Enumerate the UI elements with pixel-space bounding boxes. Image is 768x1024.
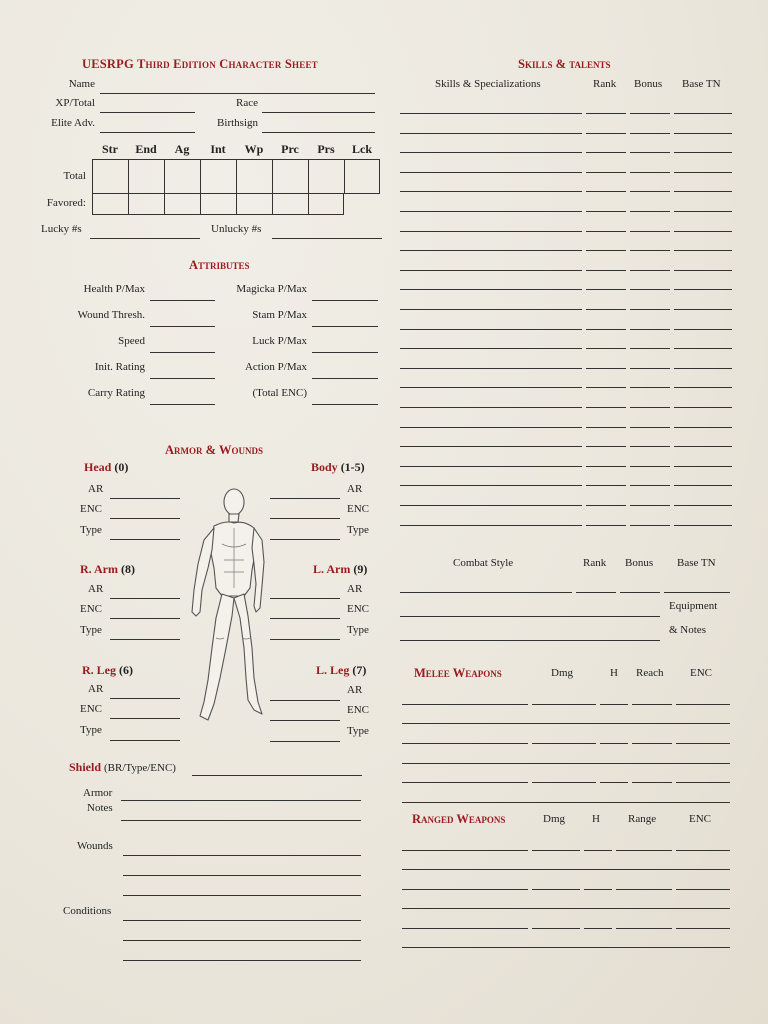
wounds-line-3[interactable] xyxy=(123,895,361,896)
wounds-line-2[interactable] xyxy=(123,875,361,876)
skill-base-tn-field[interactable] xyxy=(674,466,732,467)
skill-bonus-field[interactable] xyxy=(630,191,670,192)
ranged-enc-field[interactable] xyxy=(676,889,730,890)
skill-base-tn-field[interactable] xyxy=(674,505,732,506)
skill-bonus-field[interactable] xyxy=(630,525,670,526)
ranged-name-field[interactable] xyxy=(402,850,528,851)
name-field[interactable] xyxy=(100,93,375,94)
larm-label: L. Arm xyxy=(313,562,351,576)
rleg-type-field[interactable] xyxy=(110,740,180,741)
melee-enc-field[interactable] xyxy=(676,743,730,744)
ranged-notes-field[interactable] xyxy=(402,869,730,870)
skills-col-name: Skills & Specializations xyxy=(435,78,541,90)
head-enc-label: ENC xyxy=(80,503,102,515)
lleg-heading xyxy=(316,663,366,678)
rarm-range: (8) xyxy=(121,562,135,576)
melee-col-dmg: Dmg xyxy=(551,667,573,679)
rarm-label: R. Arm xyxy=(80,562,118,576)
shield-label: Shield xyxy=(69,760,102,774)
skill-base-tn-field[interactable] xyxy=(674,525,732,526)
larm-heading xyxy=(313,562,367,577)
total-enc-label: (Total ENC) xyxy=(252,387,307,399)
ranged-col-range: Range xyxy=(628,813,657,825)
rarm-type-field[interactable] xyxy=(110,639,180,640)
skill-rank-field[interactable] xyxy=(586,427,626,428)
birthsign-label: Birthsign xyxy=(217,117,258,129)
rarm-heading xyxy=(80,562,135,577)
favored-int-cell[interactable] xyxy=(200,193,237,215)
speed-label: Speed xyxy=(118,335,145,347)
lleg-range: (7) xyxy=(352,663,367,677)
lleg-type-label: Type xyxy=(347,725,369,737)
head-heading xyxy=(84,460,128,475)
shield-field[interactable] xyxy=(192,775,362,776)
combat-col-base-tn: Base TN xyxy=(677,557,716,569)
skill-name-field[interactable] xyxy=(400,211,582,212)
rleg-label: R. Leg xyxy=(82,663,116,677)
ranged-dmg-field[interactable] xyxy=(532,928,580,929)
rleg-ar-label: AR xyxy=(88,683,104,695)
skill-bonus-field[interactable] xyxy=(630,329,670,330)
skill-name-field[interactable] xyxy=(400,231,582,232)
rarm-ar-field[interactable] xyxy=(110,598,180,599)
combat-bonus-field[interactable] xyxy=(620,592,660,593)
body-range: (1-5) xyxy=(340,460,365,474)
char-header-ag: Ag xyxy=(174,142,190,156)
melee-col-reach: Reach xyxy=(636,667,664,679)
skill-rank-field[interactable] xyxy=(586,270,626,271)
skill-base-tn-field[interactable] xyxy=(674,348,732,349)
ranged-enc-field[interactable] xyxy=(676,850,730,851)
skill-name-field[interactable] xyxy=(400,485,582,486)
speed-field[interactable] xyxy=(150,352,215,353)
rarm-ar-label: AR xyxy=(88,583,104,595)
lleg-type-field[interactable] xyxy=(270,741,340,742)
skill-bonus-field[interactable] xyxy=(630,427,670,428)
favored-prc-cell[interactable] xyxy=(272,193,309,215)
skill-rank-field[interactable] xyxy=(586,485,626,486)
skill-base-tn-field[interactable] xyxy=(674,191,732,192)
xp-field[interactable] xyxy=(100,112,195,113)
skill-rank-field[interactable] xyxy=(586,289,626,290)
total-str-cell[interactable] xyxy=(92,159,129,194)
skill-name-field[interactable] xyxy=(400,466,582,467)
skill-rank-field[interactable] xyxy=(586,505,626,506)
char-header-prc: Prc xyxy=(281,142,299,156)
body-ar-field[interactable] xyxy=(270,498,340,499)
favored-wp-cell[interactable] xyxy=(236,193,273,215)
skill-base-tn-field[interactable] xyxy=(674,231,732,232)
ranged-name-field[interactable] xyxy=(402,928,528,929)
skill-rank-field[interactable] xyxy=(586,387,626,388)
init-rating-label: Init. Rating xyxy=(94,361,145,373)
total-label: Total xyxy=(63,170,86,182)
ranged-enc-field[interactable] xyxy=(676,928,730,929)
skill-bonus-field[interactable] xyxy=(630,505,670,506)
skill-name-field[interactable] xyxy=(400,505,582,506)
magicka-field[interactable] xyxy=(312,300,378,301)
body-type-label: Type xyxy=(347,524,369,536)
melee-dmg-field[interactable] xyxy=(532,704,596,705)
head-enc-field[interactable] xyxy=(110,518,180,519)
skill-name-field[interactable] xyxy=(400,133,582,134)
sheet-title: UESRPG Third Edition Character Sheet xyxy=(82,57,318,71)
skill-bonus-field[interactable] xyxy=(630,172,670,173)
skill-rank-field[interactable] xyxy=(586,348,626,349)
skill-rank-field[interactable] xyxy=(586,211,626,212)
stamina-label: Stam P/Max xyxy=(252,309,307,321)
char-header-prs: Prs xyxy=(317,142,335,156)
skill-base-tn-field[interactable] xyxy=(674,309,732,310)
skill-base-tn-field[interactable] xyxy=(674,446,732,447)
skill-bonus-field[interactable] xyxy=(630,446,670,447)
conditions-line-1[interactable] xyxy=(123,920,361,921)
armor-notes-line-2[interactable] xyxy=(121,820,361,821)
body-ar-label: AR xyxy=(347,483,363,495)
body-enc-label: ENC xyxy=(347,503,369,515)
rleg-enc-field[interactable] xyxy=(110,718,180,719)
lleg-enc-label: ENC xyxy=(347,704,369,716)
ranged-h-field[interactable] xyxy=(584,928,612,929)
lleg-enc-field[interactable] xyxy=(270,720,340,721)
skill-name-field[interactable] xyxy=(400,368,582,369)
skill-base-tn-field[interactable] xyxy=(674,289,732,290)
melee-title: Melee Weapons xyxy=(414,666,502,680)
melee-h-field[interactable] xyxy=(600,782,628,783)
favored-ag-cell[interactable] xyxy=(164,193,201,215)
melee-notes-field[interactable] xyxy=(402,763,730,764)
head-ar-label: AR xyxy=(88,483,104,495)
luck-field[interactable] xyxy=(312,352,378,353)
unlucky-label: Unlucky #s xyxy=(211,223,262,235)
total-ag-cell[interactable] xyxy=(164,159,201,194)
magicka-label: Magicka P/Max xyxy=(236,283,307,295)
combat-rank-field[interactable] xyxy=(576,592,616,593)
xp-label: XP/Total xyxy=(55,97,95,109)
skill-name-field[interactable] xyxy=(400,309,582,310)
name-label: Name xyxy=(68,78,95,90)
ranged-col-enc: ENC xyxy=(689,813,711,825)
skill-rank-field[interactable] xyxy=(586,446,626,447)
lucky-label: Lucky #s xyxy=(41,223,82,235)
skill-base-tn-field[interactable] xyxy=(674,211,732,212)
char-header-lck: Lck xyxy=(351,142,372,156)
skill-bonus-field[interactable] xyxy=(630,133,670,134)
skills-title: Skills & talents xyxy=(518,57,611,71)
conditions-line-2[interactable] xyxy=(123,940,361,941)
wound-thresh-label: Wound Thresh. xyxy=(77,309,145,321)
melee-name-field[interactable] xyxy=(402,743,528,744)
melee-dmg-field[interactable] xyxy=(532,743,596,744)
skill-bonus-field[interactable] xyxy=(630,407,670,408)
body-label: Body xyxy=(311,460,338,474)
combat-col-style: Combat Style xyxy=(453,557,514,569)
melee-reach-field[interactable] xyxy=(632,782,672,783)
lucky-field[interactable] xyxy=(90,238,200,239)
skill-base-tn-field[interactable] xyxy=(674,387,732,388)
melee-reach-field[interactable] xyxy=(632,704,672,705)
unlucky-field[interactable] xyxy=(272,238,382,239)
skill-rank-field[interactable] xyxy=(586,368,626,369)
conditions-line-3[interactable] xyxy=(123,960,361,961)
head-ar-field[interactable] xyxy=(110,498,180,499)
rleg-ar-field[interactable] xyxy=(110,698,180,699)
skill-base-tn-field[interactable] xyxy=(674,329,732,330)
body-enc-field[interactable] xyxy=(270,518,340,519)
elite-field[interactable] xyxy=(100,132,195,133)
ranged-notes-field[interactable] xyxy=(402,908,730,909)
head-type-label: Type xyxy=(80,524,102,536)
skill-bonus-field[interactable] xyxy=(630,250,670,251)
ranged-range-field[interactable] xyxy=(616,928,672,929)
skill-bonus-field[interactable] xyxy=(630,113,670,114)
ranged-col-h: H xyxy=(592,813,600,825)
skill-rank-field[interactable] xyxy=(586,152,626,153)
skills-col-base-tn: Base TN xyxy=(682,78,721,90)
skill-base-tn-field[interactable] xyxy=(674,250,732,251)
ranged-col-dmg: Dmg xyxy=(543,813,565,825)
favored-prs-cell[interactable] xyxy=(308,193,344,215)
larm-ar-label: AR xyxy=(347,583,363,595)
total-lck-cell[interactable] xyxy=(344,159,380,194)
skills-col-bonus: Bonus xyxy=(634,78,663,90)
health-label: Health P/Max xyxy=(83,283,145,295)
combat-base-tn-field[interactable] xyxy=(664,592,730,593)
combat-col-bonus: Bonus xyxy=(625,557,654,569)
rarm-type-label: Type xyxy=(80,624,102,636)
ranged-notes-field[interactable] xyxy=(402,947,730,948)
shield-heading xyxy=(69,760,176,775)
skill-name-field[interactable] xyxy=(400,329,582,330)
body-heading xyxy=(311,460,365,475)
lleg-ar-label: AR xyxy=(347,684,363,696)
skill-name-field[interactable] xyxy=(400,348,582,349)
skill-rank-field[interactable] xyxy=(586,172,626,173)
ranged-range-field[interactable] xyxy=(616,889,672,890)
skill-name-field[interactable] xyxy=(400,191,582,192)
equipment-label-2: & Notes xyxy=(669,624,706,636)
wound-thresh-field[interactable] xyxy=(150,326,215,327)
race-field[interactable] xyxy=(262,112,375,113)
skill-name-field[interactable] xyxy=(400,152,582,153)
skill-bonus-field[interactable] xyxy=(630,348,670,349)
skill-bonus-field[interactable] xyxy=(630,231,670,232)
equipment-label-1: Equipment xyxy=(669,600,718,612)
armor-notes-label-1: Armor xyxy=(83,787,113,799)
skill-rank-field[interactable] xyxy=(586,133,626,134)
skill-name-field[interactable] xyxy=(400,387,582,388)
attributes-title: Attributes xyxy=(189,258,250,272)
skill-name-field[interactable] xyxy=(400,427,582,428)
larm-enc-label: ENC xyxy=(347,603,369,615)
rarm-enc-field[interactable] xyxy=(110,618,180,619)
body-figure-image xyxy=(186,488,268,724)
skill-rank-field[interactable] xyxy=(586,466,626,467)
skills-col-rank: Rank xyxy=(593,78,617,90)
melee-notes-field[interactable] xyxy=(402,723,730,724)
action-label: Action P/Max xyxy=(244,361,307,373)
rarm-enc-label: ENC xyxy=(80,603,102,615)
wounds-label: Wounds xyxy=(77,840,113,852)
melee-enc-field[interactable] xyxy=(676,704,730,705)
char-header-end: End xyxy=(135,142,157,156)
skill-rank-field[interactable] xyxy=(586,250,626,251)
melee-notes-field[interactable] xyxy=(402,802,730,803)
skill-bonus-field[interactable] xyxy=(630,309,670,310)
skill-rank-field[interactable] xyxy=(586,407,626,408)
skill-base-tn-field[interactable] xyxy=(674,427,732,428)
skill-bonus-field[interactable] xyxy=(630,466,670,467)
skill-rank-field[interactable] xyxy=(586,329,626,330)
skill-base-tn-field[interactable] xyxy=(674,485,732,486)
skill-name-field[interactable] xyxy=(400,525,582,526)
skill-base-tn-field[interactable] xyxy=(674,152,732,153)
health-field[interactable] xyxy=(150,300,215,301)
ranged-dmg-field[interactable] xyxy=(532,889,580,890)
init-rating-field[interactable] xyxy=(150,378,215,379)
skill-bonus-field[interactable] xyxy=(630,270,670,271)
elite-label: Elite Adv. xyxy=(51,117,95,129)
skill-name-field[interactable] xyxy=(400,407,582,408)
char-header-str: Str xyxy=(102,142,118,156)
skill-base-tn-field[interactable] xyxy=(674,368,732,369)
luck-label: Luck P/Max xyxy=(252,335,307,347)
skill-name-field[interactable] xyxy=(400,172,582,173)
rleg-enc-label: ENC xyxy=(80,703,102,715)
lleg-label: L. Leg xyxy=(316,663,350,677)
skill-rank-field[interactable] xyxy=(586,309,626,310)
armor-notes-label-2: Notes xyxy=(87,802,113,814)
larm-enc-field[interactable] xyxy=(270,618,340,619)
melee-enc-field[interactable] xyxy=(676,782,730,783)
larm-ar-field[interactable] xyxy=(270,598,340,599)
carry-rating-field[interactable] xyxy=(150,404,215,405)
total-wp-cell[interactable] xyxy=(236,159,273,194)
skill-name-field[interactable] xyxy=(400,289,582,290)
melee-name-field[interactable] xyxy=(402,782,528,783)
ranged-range-field[interactable] xyxy=(616,850,672,851)
skill-bonus-field[interactable] xyxy=(630,211,670,212)
favored-str-cell[interactable] xyxy=(92,193,129,215)
skill-rank-field[interactable] xyxy=(586,191,626,192)
birthsign-field[interactable] xyxy=(262,132,375,133)
skill-name-field[interactable] xyxy=(400,446,582,447)
skill-bonus-field[interactable] xyxy=(630,387,670,388)
rleg-range: (6) xyxy=(119,663,133,677)
favored-label: Favored: xyxy=(46,197,86,209)
total-end-cell[interactable] xyxy=(128,159,165,194)
skill-base-tn-field[interactable] xyxy=(674,133,732,134)
lleg-ar-field[interactable] xyxy=(270,700,340,701)
race-label: Race xyxy=(236,97,258,109)
total-prc-cell[interactable] xyxy=(272,159,309,194)
conditions-label: Conditions xyxy=(63,905,112,917)
total-prs-cell[interactable] xyxy=(308,159,345,194)
head-type-field[interactable] xyxy=(110,539,180,540)
melee-name-field[interactable] xyxy=(402,704,528,705)
combat-style-field[interactable] xyxy=(400,592,572,593)
melee-h-field[interactable] xyxy=(600,743,628,744)
armor-title: Armor & Wounds xyxy=(165,443,263,457)
skill-base-tn-field[interactable] xyxy=(674,407,732,408)
head-label: Head xyxy=(84,460,112,474)
rleg-heading xyxy=(82,663,133,678)
skill-base-tn-field[interactable] xyxy=(674,270,732,271)
larm-type-field[interactable] xyxy=(270,639,340,640)
ranged-name-field[interactable] xyxy=(402,889,528,890)
skill-name-field[interactable] xyxy=(400,113,582,114)
wounds-line-1[interactable] xyxy=(123,855,361,856)
ranged-dmg-field[interactable] xyxy=(532,850,580,851)
larm-type-label: Type xyxy=(347,624,369,636)
char-header-int: Int xyxy=(210,142,226,156)
skill-bonus-field[interactable] xyxy=(630,368,670,369)
skill-bonus-field[interactable] xyxy=(630,152,670,153)
stamina-field[interactable] xyxy=(312,326,378,327)
skill-base-tn-field[interactable] xyxy=(674,172,732,173)
skill-name-field[interactable] xyxy=(400,250,582,251)
rleg-type-label: Type xyxy=(80,724,102,736)
ranged-h-field[interactable] xyxy=(584,850,612,851)
melee-h-field[interactable] xyxy=(600,704,628,705)
melee-dmg-field[interactable] xyxy=(532,782,596,783)
armor-notes-line-1[interactable] xyxy=(121,800,361,801)
skill-rank-field[interactable] xyxy=(586,113,626,114)
head-range: (0) xyxy=(114,460,129,474)
ranged-h-field[interactable] xyxy=(584,889,612,890)
melee-col-h: H xyxy=(610,667,618,679)
shield-note: (BR/Type/ENC) xyxy=(104,762,176,774)
skill-bonus-field[interactable] xyxy=(630,485,670,486)
carry-rating-label: Carry Rating xyxy=(87,387,145,399)
favored-end-cell[interactable] xyxy=(128,193,165,215)
skill-rank-field[interactable] xyxy=(586,525,626,526)
melee-col-enc: ENC xyxy=(690,667,712,679)
skill-name-field[interactable] xyxy=(400,270,582,271)
combat-col-rank: Rank xyxy=(583,557,607,569)
total-enc-field[interactable] xyxy=(312,404,378,405)
skill-rank-field[interactable] xyxy=(586,231,626,232)
action-field[interactable] xyxy=(312,378,378,379)
char-header-wp: Wp xyxy=(244,142,264,156)
body-type-field[interactable] xyxy=(270,539,340,540)
skill-bonus-field[interactable] xyxy=(630,289,670,290)
skill-base-tn-field[interactable] xyxy=(674,113,732,114)
equipment-line-2[interactable] xyxy=(400,640,660,641)
total-int-cell[interactable] xyxy=(200,159,237,194)
equipment-line-1[interactable] xyxy=(400,616,660,617)
melee-reach-field[interactable] xyxy=(632,743,672,744)
larm-range: (9) xyxy=(353,562,368,576)
ranged-title: Ranged Weapons xyxy=(412,812,506,826)
